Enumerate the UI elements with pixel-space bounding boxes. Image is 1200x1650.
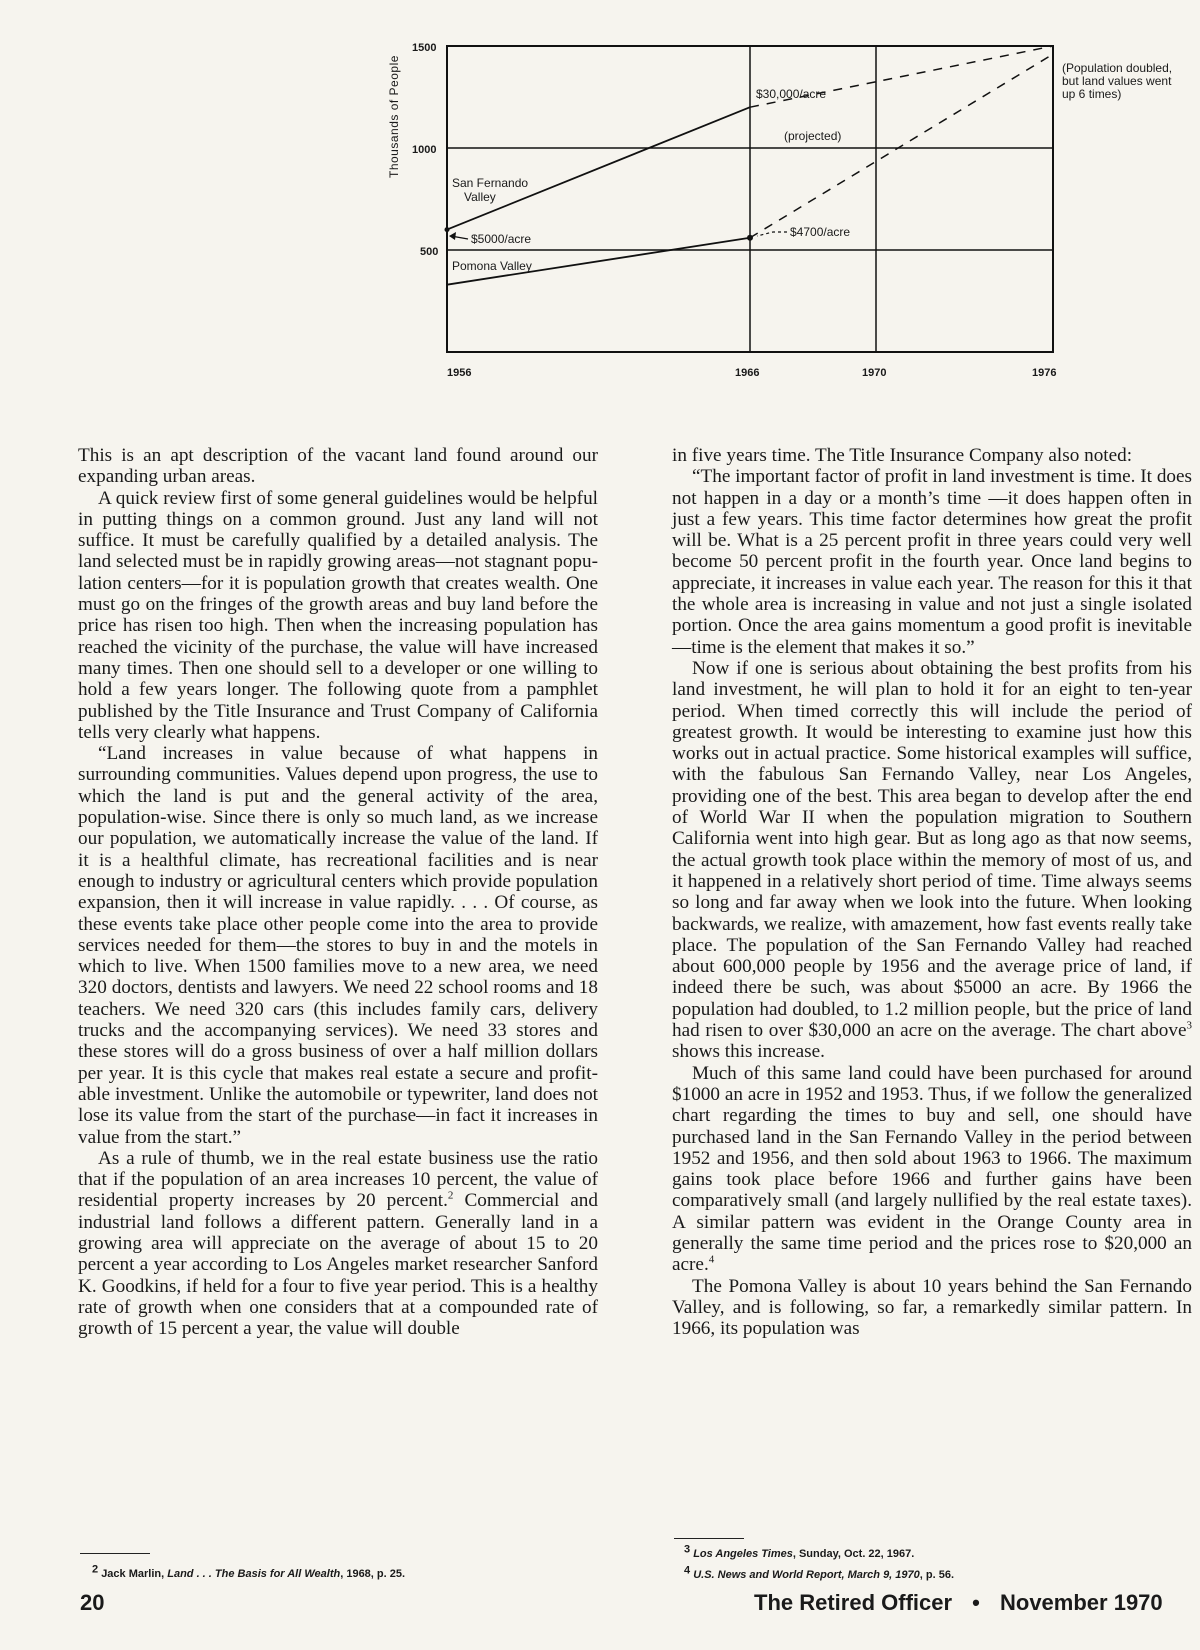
footnote-rule-right: [674, 1538, 744, 1539]
left-para-4-cont: Commercial and industrial land follows a different pattern. Generally land in a growing area will appreciate on the average of about 15 to 20 percent a year according to Los Angeles market researcher Sanford K. Goodkins, if held for a four to five year period. This is a healthy rate of growth when one considers that at a compounded rate of growth of 15 percent a year, the value will double: [78, 1190, 598, 1340]
right-para-5: The Pomona Valley is about 10 years behind the San Fernando Valley, and is following, so far, a remarkedly similar pattern. In 1966, its population was: [672, 1275, 1192, 1340]
pomona-point-1966: [747, 235, 753, 241]
footnote-ref-2: 2: [447, 1190, 454, 1202]
sfv-label-line1: San Fernando: [452, 176, 529, 190]
left-para-4: [78, 1148, 598, 1340]
sfv-1956-price-arrowhead: [449, 232, 456, 240]
sfv-point-1956: [445, 227, 450, 232]
x-tick-1976: 1976: [1032, 367, 1057, 379]
footnote-4-num: 4: [684, 1564, 691, 1577]
population-chart: [0, 0, 1200, 400]
y-tick-1500: 1500: [412, 42, 437, 54]
left-para-1: This is an apt description of the vacant land found around our expanding urban areas.: [78, 445, 598, 488]
footnote-ref-3: 3: [1186, 1019, 1192, 1032]
footnote-ref-4: 4: [708, 1253, 715, 1266]
projected-label: (projected): [784, 129, 842, 143]
footnote-2-title: Land . . . The Basis for All Wealth: [167, 1568, 341, 1580]
right-para-4-text: Much of this same land could have been purchased for around $1000 an acre in 1952 and 1953. Thus, if we follow the generalized chart regarding the times to buy and sell, one should have purchased land in the San Fernando Valley in the period between 1952 and 1956, and then sold about 1963 to 1966. The maximum gains took place before 1966 and further gains have been comparatively small (and largely nullified by the real estate taxes). A similar pattern was evident in the Orange County area in generally the same time period and the prices rose to $20,000 an acre.: [672, 1062, 1192, 1276]
y-tick-1000: 1000: [412, 144, 437, 156]
left-para-4-text: As a rule of thumb, we in the real estate business use the ratio that if the population of an area increases 10 percent, the value of residential property increases by 20 percent.: [78, 1147, 598, 1212]
footnote-4-rest: , p. 56.: [919, 1569, 955, 1581]
magazine-title: The Retired Officer: [754, 1590, 953, 1615]
footnote-2-author: Jack Marlin,: [101, 1568, 168, 1580]
footer-bullet: •: [972, 1590, 980, 1615]
footnote-3: [684, 1543, 915, 1560]
note-line1: (Population doubled,: [1062, 61, 1173, 75]
pomona-projected-line: [750, 54, 1053, 238]
sfv-actual-line: [447, 107, 750, 229]
footnote-2-num: 2: [92, 1563, 99, 1576]
x-tick-1966: 1966: [735, 367, 760, 379]
pomona-1966-price-arrow: [757, 232, 787, 236]
article-column-right: [672, 445, 1192, 1339]
right-para-3-text: Now if one is serious about obtaining the best profits from his land investment, he will plan to hold it for an eight to ten-year period. When timed correctly this will include the period of greatest growth. It would be interesting to examine just how this works out in actual practice. Some historical examples will suffice, with the fabulous San Fernando Valley, near Los Angeles, providing one of the best. This area began to develop after the end of World War II when the population migration to Southern California went into high gear. But as long ago as that now seems, the actual growth took place within the memory of most of us, and it happened in a relatively short period of time. Time always seems so long and far away when we look into the future. When looking backwards, we realize, with amazement, how fast events really take place. The population of the San Fernando Valley had reached about 600,000 people by 1956 and the average price of land, if indeed there be such, was about $5000 an acre. By 1966 the population had doubled, to 1.2 million people, but the price of land had risen to over $30,000 an acre on the average. The chart above: [672, 657, 1192, 1042]
footnote-3-rest: , Sunday, Oct. 22, 1967.: [792, 1548, 915, 1560]
pomona-label: Pomona Valley: [452, 259, 532, 273]
right-para-3: [672, 658, 1192, 1063]
issue-date: November 1970: [1000, 1590, 1163, 1615]
footnote-2-rest: , 1968, p. 25.: [340, 1568, 406, 1580]
article-column-left: [78, 445, 598, 1339]
right-para-4: [672, 1063, 1192, 1276]
x-tick-1970: 1970: [862, 367, 887, 379]
left-para-2: A quick review first of some general guidelines would be helpful in putting things on a common ground. Just any land will not suffice. It must be carefully qualified by a detailed analysis. The land selected must be in rapidly growing areas—not stagnant population centers—for it is population growth that creates wealth. One must go on the fringes of the growth areas and buy land before the price has risen too high. Then when the increasing population has reached the vicinity of the purchase, the value will have increased many times. Then one should sell to a developer or one willing to hold a few years longer. The following quote from a pamphlet published by the Title Insurance and Trust Company of California tells very clearly what happens.: [78, 487, 598, 743]
page-number: 20: [80, 1590, 105, 1615]
pomona-1966-price: $4700/acre: [790, 225, 851, 239]
chart-grid: [447, 46, 1053, 352]
note-line3: up 6 times): [1062, 87, 1122, 101]
x-tick-1956: 1956: [447, 367, 472, 379]
y-tick-500: 500: [420, 246, 439, 258]
sfv-1966-price: $30,000/acre: [756, 87, 827, 101]
note-line2: but land values went: [1062, 74, 1172, 88]
footnote-3-title: Los Angeles Times: [693, 1548, 793, 1560]
footnote-3-num: 3: [684, 1543, 691, 1556]
sfv-1956-price: $5000/acre: [471, 232, 532, 246]
running-footer: [754, 1590, 1163, 1616]
right-para-1: in five years time. The Title Insurance Company also noted:: [672, 445, 1133, 466]
footnote-rule-left: [80, 1553, 150, 1554]
sfv-label-line2: Valley: [464, 190, 496, 204]
footnote-4: [684, 1564, 955, 1581]
right-para-3-end: shows this increase.: [672, 1041, 825, 1063]
right-para-2: “The important factor of profit in land investment is time. It does not happen in a day or a month’s time —it does happen often in just a few years. This time factor determines how great the profit will be. What is a 25 percent profit in three years could very well become 50 percent profit in the fourth year. Once land begins to appreciate, it increases in value each year. The reason for this it that the whole area is increasing in value and not just a single isolated portion. Once the area gains momentum a good profit is inevitable —time is the element that makes it so.”: [672, 466, 1192, 658]
footnote-2: [92, 1563, 406, 1580]
y-axis-label: Thousands of People: [387, 55, 401, 178]
footnote-4-title: U.S. News and World Report, March 9, 1970: [693, 1569, 920, 1581]
left-para-3: “Land increases in value because of what happens in surrounding communities. Values depend upon progress, the use to which the land is put and the general activity of the area, population-wise. Since there is only so much land, as we increase our population, we automatically increase the value of the land. If it is a healthful climate, has recreational facilities and is near enough to industry or agricultural centers which provide population expansion, then it will increase in value rapidly. . . . Of course, as these events take place other people come into the area to provide services needed for them—the stores to buy in and the motels in which to live. When 1500 families move to a new area, we need 320 doctors, dentists and lawyers. We need 22 school rooms and 18 teachers. We need 320 cars (this includes family cars, delivery trucks and the accompanying services). We need 33 stores and these stores will do a gross business of over a half million dollars per year. It is this cycle that makes real estate a secure and profitable investment. Unlike the automobile or typewriter, land does not lose its value from the start of the purchase—in fact it increases in value from the start.”: [78, 743, 598, 1148]
